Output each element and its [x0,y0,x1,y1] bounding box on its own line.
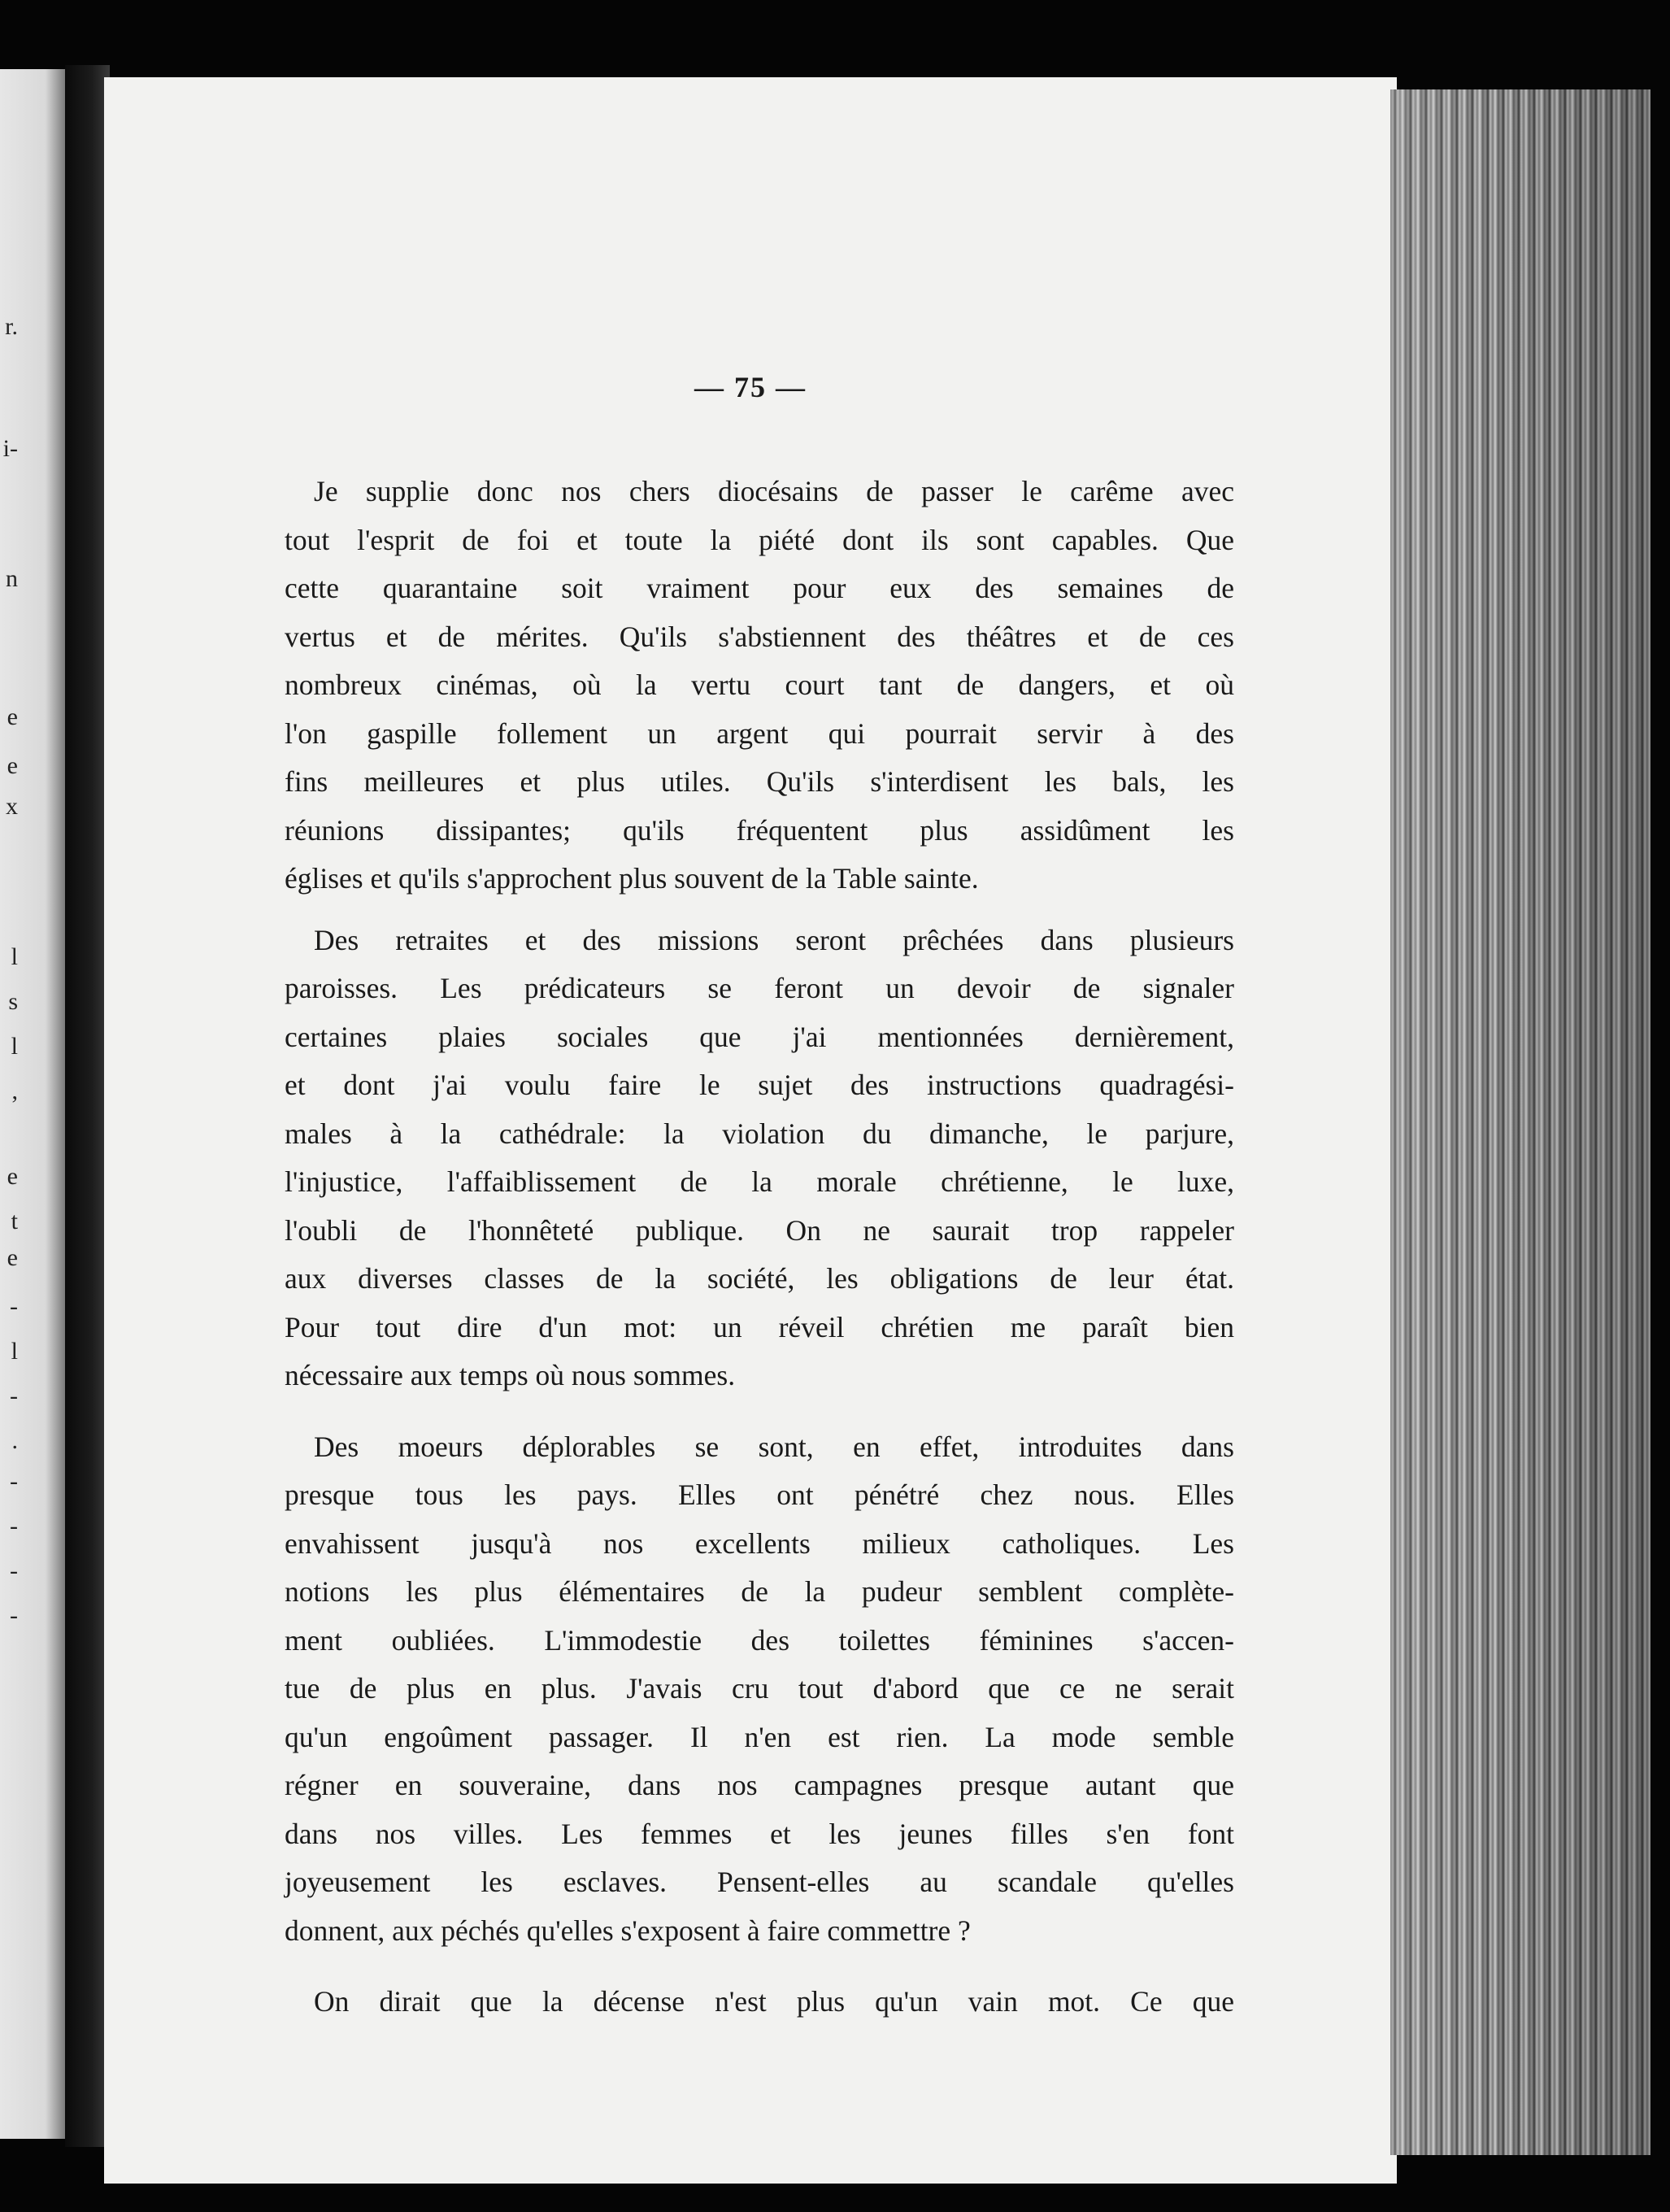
facing-page-fragment: l [11,1033,18,1060]
text-line: l'on gaspille follement un argent qui pourrait servir à des [285,716,1234,750]
facing-page-fragment: e [7,1163,18,1190]
text-line: et dont j'ai voulu faire le sujet des instructions quadragési- [285,1069,1234,1101]
text-line: dans nos villes. Les femmes et les jeunes filles s'en font [285,1817,1234,1850]
facing-page-fragment: l [11,943,18,970]
text-line: l'oubli de l'honnêteté publique. On ne saurait trop rappeler [285,1213,1234,1247]
text-line: On dirait que la décense n'est plus qu'un vain mot. Ce que [314,1985,1234,2018]
text-line: Pour tout dire d'un mot: un réveil chrétien me paraît bien [285,1310,1234,1343]
facing-page-fragment: s [8,988,18,1015]
facing-page-fragment: t [11,1208,18,1234]
body-text [285,468,1234,2040]
facing-page-fragment: - [10,1293,18,1320]
text-line: envahissent jusqu'à nos excellents milieux catholiques. Les [285,1526,1234,1560]
text-line: nombreux cinémas, où la vertu court tant de dangers, et où [285,668,1234,701]
facing-page-fragment: l [11,1338,18,1365]
text-line: l'injustice, l'affaiblissement de la morale chrétienne, le luxe, [285,1165,1234,1198]
text-line: tout l'esprit de foi et toute la piété dont ils sont capables. Que [285,523,1234,556]
facing-page-fragment: - [10,1557,18,1584]
page-number: — 75 — [694,371,807,403]
facing-page-fragment: r. [5,313,18,340]
text-line: donnent, aux péchés qu'elles s'exposent à faire commettre ? [285,1914,971,1947]
facing-page-fragment: , [11,1078,18,1104]
facing-page-fragment: e [7,703,18,730]
text-line: notions les plus élémentaires de la pudeur semblent complète- [285,1575,1234,1608]
facing-page-fragment: - [10,1602,18,1629]
text-line: presque tous les pays. Elles ont pénétré chez nous. Elles [285,1478,1234,1511]
text-line: certaines plaies sociales que j'ai mentionnées dernièrement, [285,1020,1234,1053]
text-line: aux diverses classes de la société, les obligations de leur état. [285,1262,1234,1295]
facing-page-fragment: n [6,565,18,592]
paragraph [285,468,1234,904]
text-line: vertus et de mérites. Qu'ils s'abstiennent des théâtres et de ces [285,620,1234,653]
text-line: Des retraites et des missions seront prêchées dans plusieurs [314,923,1234,956]
text-line: tue de plus en plus. J'avais cru tout d'abord que ce ne serait [285,1672,1234,1705]
text-line: joyeusement les esclaves. Pensent-elles au scandale qu'elles [285,1866,1234,1898]
paragraph [285,1978,1234,2027]
page-stack-edges [1390,89,1650,2155]
text-line: Des moeurs déplorables se sont, en effet, introduites dans [314,1430,1234,1463]
paragraph [285,1423,1234,1956]
text-line: nécessaire aux temps où nous sommes. [285,1359,736,1391]
text-line: cette quarantaine soit vraiment pour eux des semaines de [285,572,1234,604]
text-line: réunions dissipantes; qu'ils fréquentent plus assidûment les [285,813,1234,847]
facing-page-fragment: - [10,1468,18,1495]
book-spine [65,65,110,2147]
text-line: régner en souveraine, dans nos campagnes presque autant que [285,1769,1234,1801]
text-line: qu'un engoûment passager. Il n'en est rien. La mode semble [285,1720,1234,1753]
text-line: males à la cathédrale: la violation du dimanche, le parjure, [285,1117,1234,1150]
facing-page-fragment: i- [2,435,18,462]
text-line: Je supplie donc nos chers diocésains de passer le carême avec [314,475,1234,507]
facing-page-fragment: e [7,752,18,779]
text-line: ment oubliées. L'immodestie des toilettes féminines s'accen- [285,1623,1234,1657]
facing-page-fragment: - [10,1382,18,1409]
facing-page-fragment: - [10,1513,18,1539]
facing-page-edge [0,69,65,2139]
book-page [104,77,1397,2184]
facing-page-fragment: . [11,1427,18,1454]
text-line: églises et qu'ils s'approchent plus souvent de la Table sainte. [285,862,979,895]
text-line: paroisses. Les prédicateurs se feront un devoir de signaler [285,972,1234,1004]
text-line: fins meilleures et plus utiles. Qu'ils s'interdisent les bals, les [285,765,1234,798]
paragraph [285,917,1234,1400]
facing-page-fragment: x [6,793,18,820]
facing-page-fragment: e [7,1244,18,1271]
